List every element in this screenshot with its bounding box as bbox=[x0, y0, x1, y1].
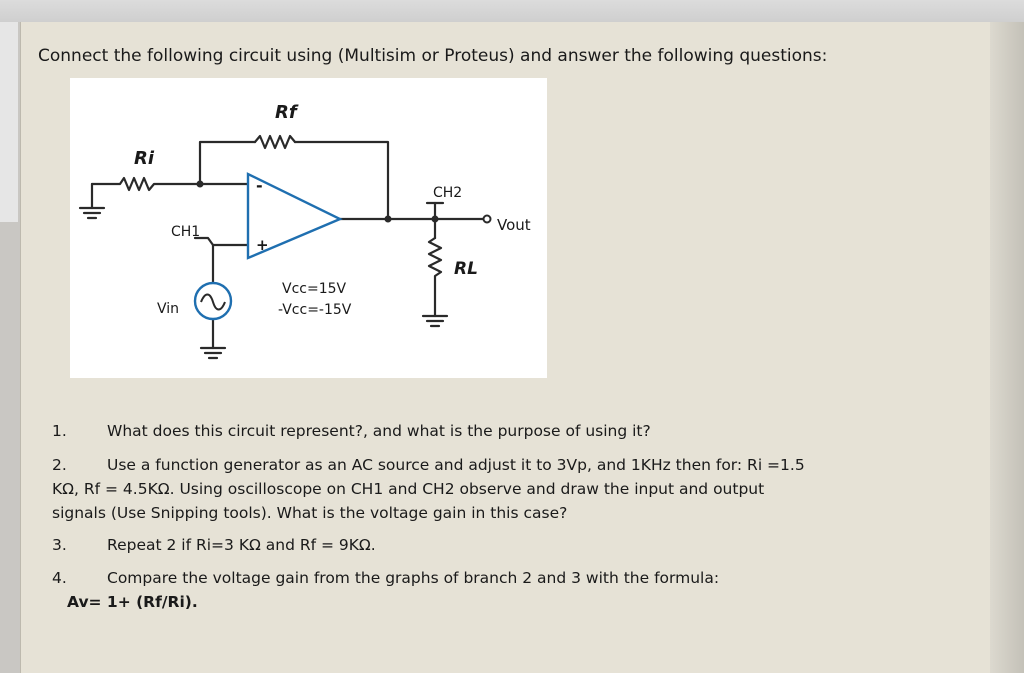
question-2-line-1: Use a function generator as an AC source and adjust it to 3Vp, and 1KHz then for: Ri =1.5 bbox=[107, 456, 805, 474]
question-4-line-1: Compare the voltage gain from the graphs of branch 2 and 3 with the formula: bbox=[107, 569, 720, 587]
question-2-line-3: signals (Use Snipping tools). What is the voltage gain in this case? bbox=[52, 504, 568, 522]
junction-dot-rl bbox=[432, 216, 439, 223]
ch2-label: CH2 bbox=[433, 185, 463, 201]
intro-text: Connect the following circuit using (Multisim or Proteus) and answer the following questions: bbox=[38, 46, 828, 66]
noninverting-wire bbox=[213, 245, 248, 283]
question-3-number: 3. bbox=[52, 536, 67, 554]
question-1-text: What does this circuit represent?, and what is the purpose of using it? bbox=[107, 422, 651, 440]
plus-label: + bbox=[256, 236, 269, 254]
question-3-text: Repeat 2 if Ri=3 KΩ and Rf = 9KΩ. bbox=[107, 536, 376, 554]
feedback-wire-left bbox=[200, 142, 255, 184]
question-2-line-2: KΩ, Rf = 4.5KΩ. Using oscilloscope on CH1 and CH2 observe and draw the input and output bbox=[52, 480, 765, 498]
vcc-label: Vcc=15V bbox=[282, 281, 347, 297]
top-strip bbox=[0, 0, 1024, 22]
rl-label: RL bbox=[454, 259, 478, 279]
junction-dot-inverting bbox=[197, 181, 204, 188]
right-shadow bbox=[990, 22, 1024, 673]
ch1-label: CH1 bbox=[171, 224, 201, 240]
circuit-svg bbox=[70, 78, 547, 378]
junction-dot-output bbox=[385, 216, 392, 223]
vout-label: Vout bbox=[497, 216, 531, 234]
question-1-number: 1. bbox=[52, 422, 67, 440]
question-4-number: 4. bbox=[52, 569, 67, 587]
rf-label: Rf bbox=[275, 102, 297, 123]
ri-resistor bbox=[92, 178, 200, 190]
vout-terminal bbox=[484, 216, 491, 223]
vin-label: Vin bbox=[157, 301, 180, 317]
question-4-formula: Av= 1+ (Rf/Ri). bbox=[67, 593, 198, 611]
circuit-diagram bbox=[70, 78, 547, 378]
minus-label: - bbox=[256, 176, 263, 195]
question-2-number: 2. bbox=[52, 456, 67, 474]
rf-resistor bbox=[255, 136, 295, 148]
rl-resistor bbox=[429, 238, 441, 316]
vee-label: -Vcc=-15V bbox=[278, 302, 352, 318]
ri-label: Ri bbox=[134, 148, 155, 169]
left-strip bbox=[0, 22, 18, 222]
